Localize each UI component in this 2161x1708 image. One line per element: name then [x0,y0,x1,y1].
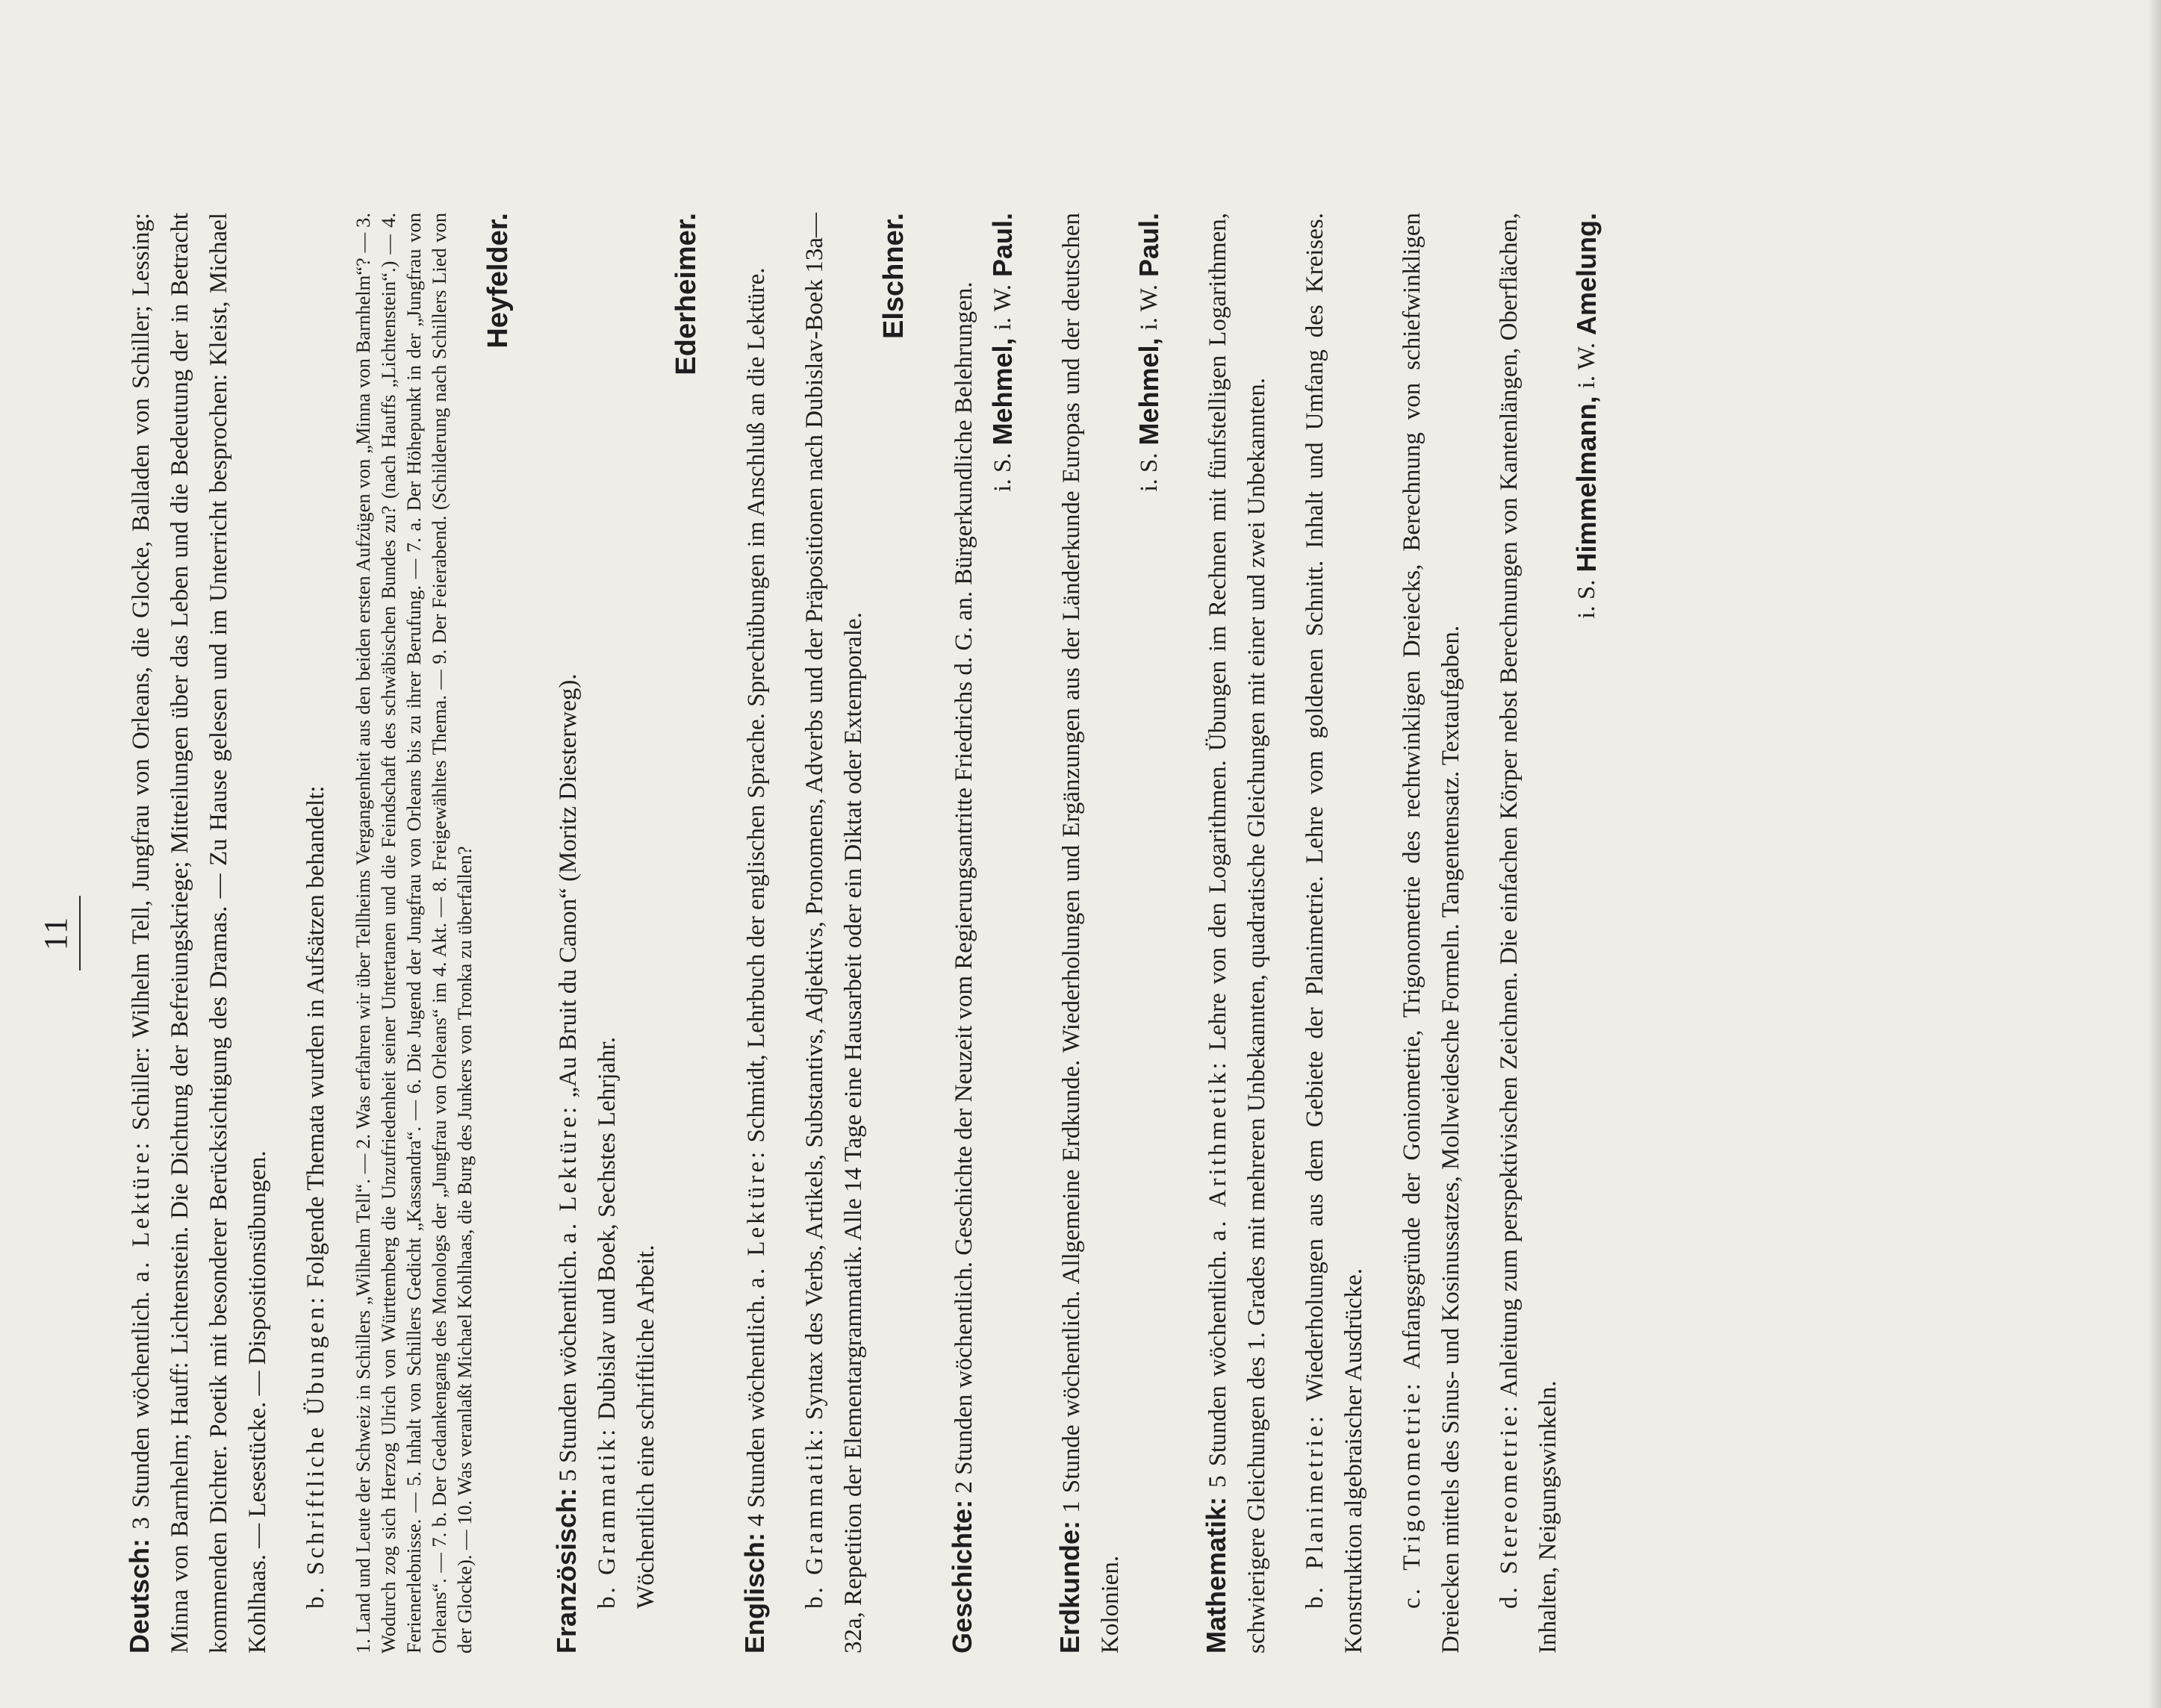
teacher-signature: Elschner. [878,213,910,339]
subject-label: Französisch: [551,1487,582,1654]
franzoesisch-paragraph-a [547,213,588,1654]
item-label: a. Lektüre: [743,1148,770,1288]
item-label: a. Arithmetik: [1204,1059,1231,1241]
subject-label: Erdkunde: [1054,1520,1085,1654]
page-number [25,213,92,1654]
teacher-signature: Ederheimer. [671,213,702,375]
englisch-paragraph-a [736,213,776,1654]
sig-name-summer: Mehmel, [987,337,1018,446]
scan-edge-shadow [2148,0,2161,1708]
subject-label: Mathematik: [1201,1496,1231,1654]
page-number-rule [79,896,81,970]
mathematik-paragraph-c [1393,213,1470,1654]
sig-name-summer: Himmelmann, [1571,396,1602,573]
rotated-text-block [25,168,1929,1698]
erdkunde-paragraph [1051,213,1130,1654]
item-text: „Au Bruit du Canon“ (Moritz Diesterweg). [555,673,582,1098]
section-franzoesisch [547,213,707,1654]
deutsch-paragraph-a [120,213,277,1654]
hours-text: 4 Stunden wöchentlich. [743,1294,770,1527]
section-geschichte [943,213,1022,1654]
item-label: b. Grammatik: [801,1426,828,1609]
section-mathematik [1197,213,1606,1654]
item-text: Anleitung zum perspektivischen Zeichnen. Die einfachen Körper nebst Berechnungen von Kantenlängen, Oberflächen, Inhalten, Neigungswinkeln. [1496,212,1561,1654]
item-text: Folgende Themata wurden in Aufsätzen behandelt: [302,785,329,1288]
hours-text: 5 Stunden wöchentlich. [555,1250,582,1482]
sig-prefix: i. S. [989,452,1016,492]
hours-text: 3 Stunden wöchentlich. [128,1291,155,1530]
sig-name-winter: Paul. [1134,213,1164,278]
item-text: Syntax des Verbs, Artikels, Substantivs, Adjektivs, Pronomens, Adverbs und der Präpositionen nach Dubislav-Boek 13a—32a, Repetition der Elementargrammatik. Alle 14 Tage eine Hausarbeit oder ein Diktat oder Extemporale. [801,213,867,1654]
item-text: Lehre von den Logarithmen. Übungen im Rechnen mit fünfstelligen Logarithmen, schwierigere Gleichungen des 1. Grades mit mehreren Unbekannten, quadratische Gleichungen mit einer und zwei Unbekannten. [1204,212,1270,1654]
franzoesisch-paragraph-c: Wöchentlich eine schriftliche Arbeit. [632,1244,659,1609]
item-text: Schiller: Wilhelm Tell, Jungfrau von Orleans, die Glocke, Balladen von Schiller; Lessing: Minna von Barnhelm; Hauff: Lichtenstein. Die Dichtung der Befreiungskriege; Mitteilungen über das Leben und die Bedeutung der in Betracht kommenden Dichter. Poetik mit besonderer Berücksichtigung des Dramas. — Zu Hause gelesen und im Unterricht besprochen: Kleist, Michael Kohlhaas. — Lesestücke. — Dispositionsübungen. [128,212,271,1654]
mathematik-paragraph-b [1296,213,1373,1654]
item-text: Anfangsgründe der Goniometrie, Trigonometrie des rechtwinkligen Dreiecks, Berechnung von schiefwinkligen Dreiecken mittels des Sinus- und Kosinussatzes, Mollweidesche Formeln. Tangentensatz. Textaufgaben. [1399,212,1464,1654]
page-number-text: 11 [37,915,74,951]
item-label: b. Schriftliche Übungen: [302,1294,329,1609]
geschichte-paragraph [943,213,983,1654]
item-label: b. Planimetrie: [1302,1412,1328,1609]
teacher-signature [1130,213,1169,1654]
sig-mid: i. W. [1136,284,1163,331]
section-deutsch [120,213,519,1654]
item-label: c. Trigonometrie: [1399,1380,1425,1609]
subject-label: Deutsch: [124,1538,155,1654]
teacher-signature [1567,213,1606,1654]
item-text: 1 Stunde wöchentlich. Allgemeine Erdkunde. Wiederholungen und Ergänzungen aus der Länderkunde Europas und der deutschen Kolonien. [1058,212,1124,1654]
sig-name-summer: Mehmel, [1134,337,1164,446]
teacher-signature [983,213,1022,1654]
section-englisch [736,213,915,1654]
item-text: 2 Stunden wöchentlich. Geschichte der Neuzeit vom Regierungsantritte Friedrichs d. G. an. Bürgerkundliche Belehrungen. [951,281,977,1494]
sig-mid: i. W. [989,284,1016,331]
item-label: a. Lektüre: [128,1139,155,1282]
section-erdkunde [1051,213,1169,1654]
item-text: Wiederholungen aus dem Gebiete der Planimetrie. Lehre vom goldenen Schnitt. Inhalt und Umfang des Kreises. Konstruktion algebraischer Ausdrücke. [1302,212,1367,1654]
item-label: a. Lektüre: [555,1103,582,1244]
item-text: Schmidt, Lehrbuch der englischen Sprache. Sprechübungen im Anschluß an die Lektüre. [743,267,770,1143]
sig-prefix: i. S. [1573,579,1600,619]
deutsch-paragraph-b [296,213,335,1654]
mathematik-paragraph-d [1490,213,1567,1654]
item-label: b. Grammatik: [594,1426,621,1609]
mathematik-paragraph-a [1197,213,1276,1654]
item-label: d. Stereometrie: [1496,1403,1523,1609]
themes-list: 1. Land und Leute der Schweiz in Schillers „Wilhelm Tell“. — 2. Was erfahren wir über Tellheims Vergangenheit aus den beiden ersten Aufzügen von „Minna von Barnhelm“? — 3. Wodurch zog sich Herzog Ulrich von Württemberg die Unzufriedenheit seiner Untertanen und die Feindschaft des schwäbischen Bundes zu? (nach Hauffs „Lichtenstein“.) — 4. Ferienerlebnisse. — 5. Inhalt von Schillers Gedicht „Kassandra“. — 6. Die Jugend der Jungfrau von Orleans bis zu ihrer Berufung. — 7. a. Der Höhepunkt in der „Jungfrau von Orleans“. — 7. b. Der Gedankengang des Monologs der „Jungfrau von Orleans“ im 4. Akt. — 8. Freigewähltes Thema. — 9. Der Feierabend. (Schilderung nach Schillers Lied von der Glocke). — 10. Was veranlaßt Michael Kohlhaas, die Burg des Junkers von Tronka zu überfallen? [352,213,476,1654]
item-text: Dubislav und Boek, Sechstes Lehrjahr. [594,1037,621,1421]
sig-name-winter: Amelung. [1571,213,1602,336]
sig-name-winter: Paul. [987,213,1018,278]
sig-mid: i. W. [1573,343,1600,389]
teacher-signature: Heyfelder. [482,213,514,349]
englisch-paragraph-b [795,213,873,1654]
hours-text: 5 Stunden wöchentlich. [1204,1250,1231,1488]
subject-label: Geschichte: [947,1499,977,1654]
sig-prefix: i. S. [1136,452,1163,492]
subject-label: Englisch: [739,1532,770,1654]
franzoesisch-paragraph-b [588,213,626,1654]
